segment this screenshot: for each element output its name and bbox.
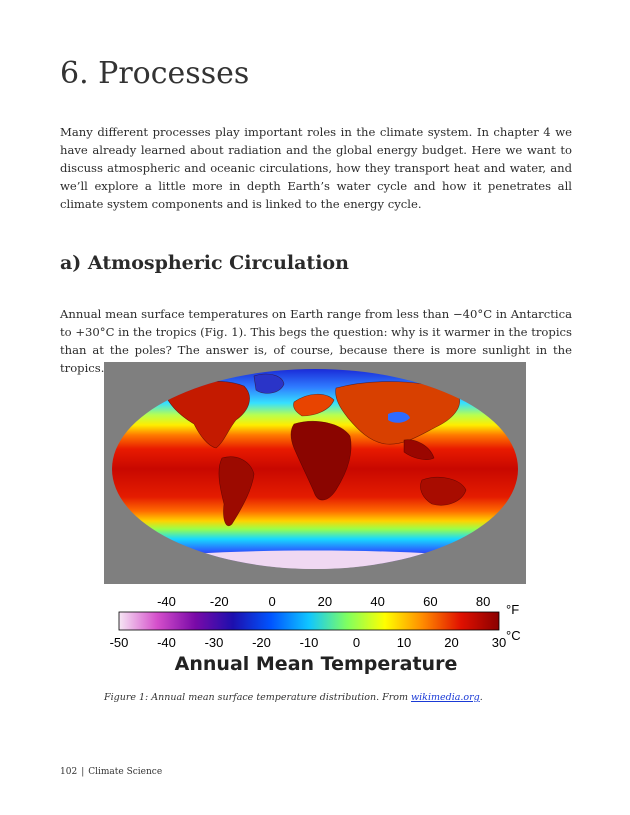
colorbar-svg xyxy=(104,584,526,684)
fahrenheit-tick-label: -20 xyxy=(209,594,229,609)
celsius-tick-label: 0 xyxy=(352,635,361,650)
celsius-tick-label: -10 xyxy=(299,635,319,650)
fahrenheit-unit: °F xyxy=(506,602,520,617)
celsius-tick-label: -20 xyxy=(252,635,271,650)
celsius-tick-label: 10 xyxy=(396,635,412,650)
fahrenheit-tick-label: 0 xyxy=(268,594,276,609)
figure-1 xyxy=(104,362,526,684)
caption-text: Figure 1: Annual mean surface temperature distribution. From xyxy=(104,692,412,703)
caption-link[interactable]: wikimedia.org xyxy=(411,692,480,703)
intro-paragraph: Many different processes play important roles in the climate system. In chapter 4 we have already learned about radiation and the global energy budget. Here we want to discuss atmospheric and oceanic circulations, how they transport heat and water, and we’ll explore a little more in depth Earth’s water cycle and how it penetrates all climate system components and is linked to the energy cycle. xyxy=(60,125,572,211)
figure-caption xyxy=(104,692,483,703)
colorbar xyxy=(119,612,499,630)
colorbar-legend xyxy=(104,584,526,684)
celsius-tick-label: -40 xyxy=(157,635,176,650)
caption-suffix: . xyxy=(479,692,483,703)
colorbar-title: Annual Mean Temperature xyxy=(174,653,458,675)
fahrenheit-tick-label: 20 xyxy=(317,594,333,609)
section-heading: a) Atmospheric Circulation xyxy=(60,252,349,274)
fahrenheit-tick-label: 80 xyxy=(475,594,491,609)
celsius-ticks xyxy=(110,635,507,650)
page-title: 6. Processes xyxy=(60,56,250,91)
fahrenheit-tick-label: 40 xyxy=(370,594,385,609)
footer-separator: | xyxy=(81,767,85,777)
celsius-tick-label: -30 xyxy=(204,635,224,650)
fahrenheit-ticks xyxy=(157,594,490,609)
section-paragraph: Annual mean surface temperatures on Earth range from less than −40°C in Antarctica to +30°C in the tropics (Fig. 1). This begs the question: why is it warmer in the tropics than at the poles? The answer is, of course, because there is more sunlight in the tropics. xyxy=(60,307,572,375)
celsius-unit: °C xyxy=(506,628,521,643)
world-map-image xyxy=(104,362,526,584)
book-title: Climate Science xyxy=(88,767,163,777)
fahrenheit-tick-label: 60 xyxy=(423,594,438,609)
celsius-tick-label: -50 xyxy=(109,635,129,650)
celsius-tick-label: 20 xyxy=(444,635,459,650)
celsius-tick-label: 30 xyxy=(491,635,507,650)
page-footer xyxy=(60,767,162,777)
antarctica-shape xyxy=(144,551,484,585)
fahrenheit-tick-label: -40 xyxy=(157,594,176,609)
page-number: 102 xyxy=(60,767,78,777)
temperature-map xyxy=(104,362,526,584)
